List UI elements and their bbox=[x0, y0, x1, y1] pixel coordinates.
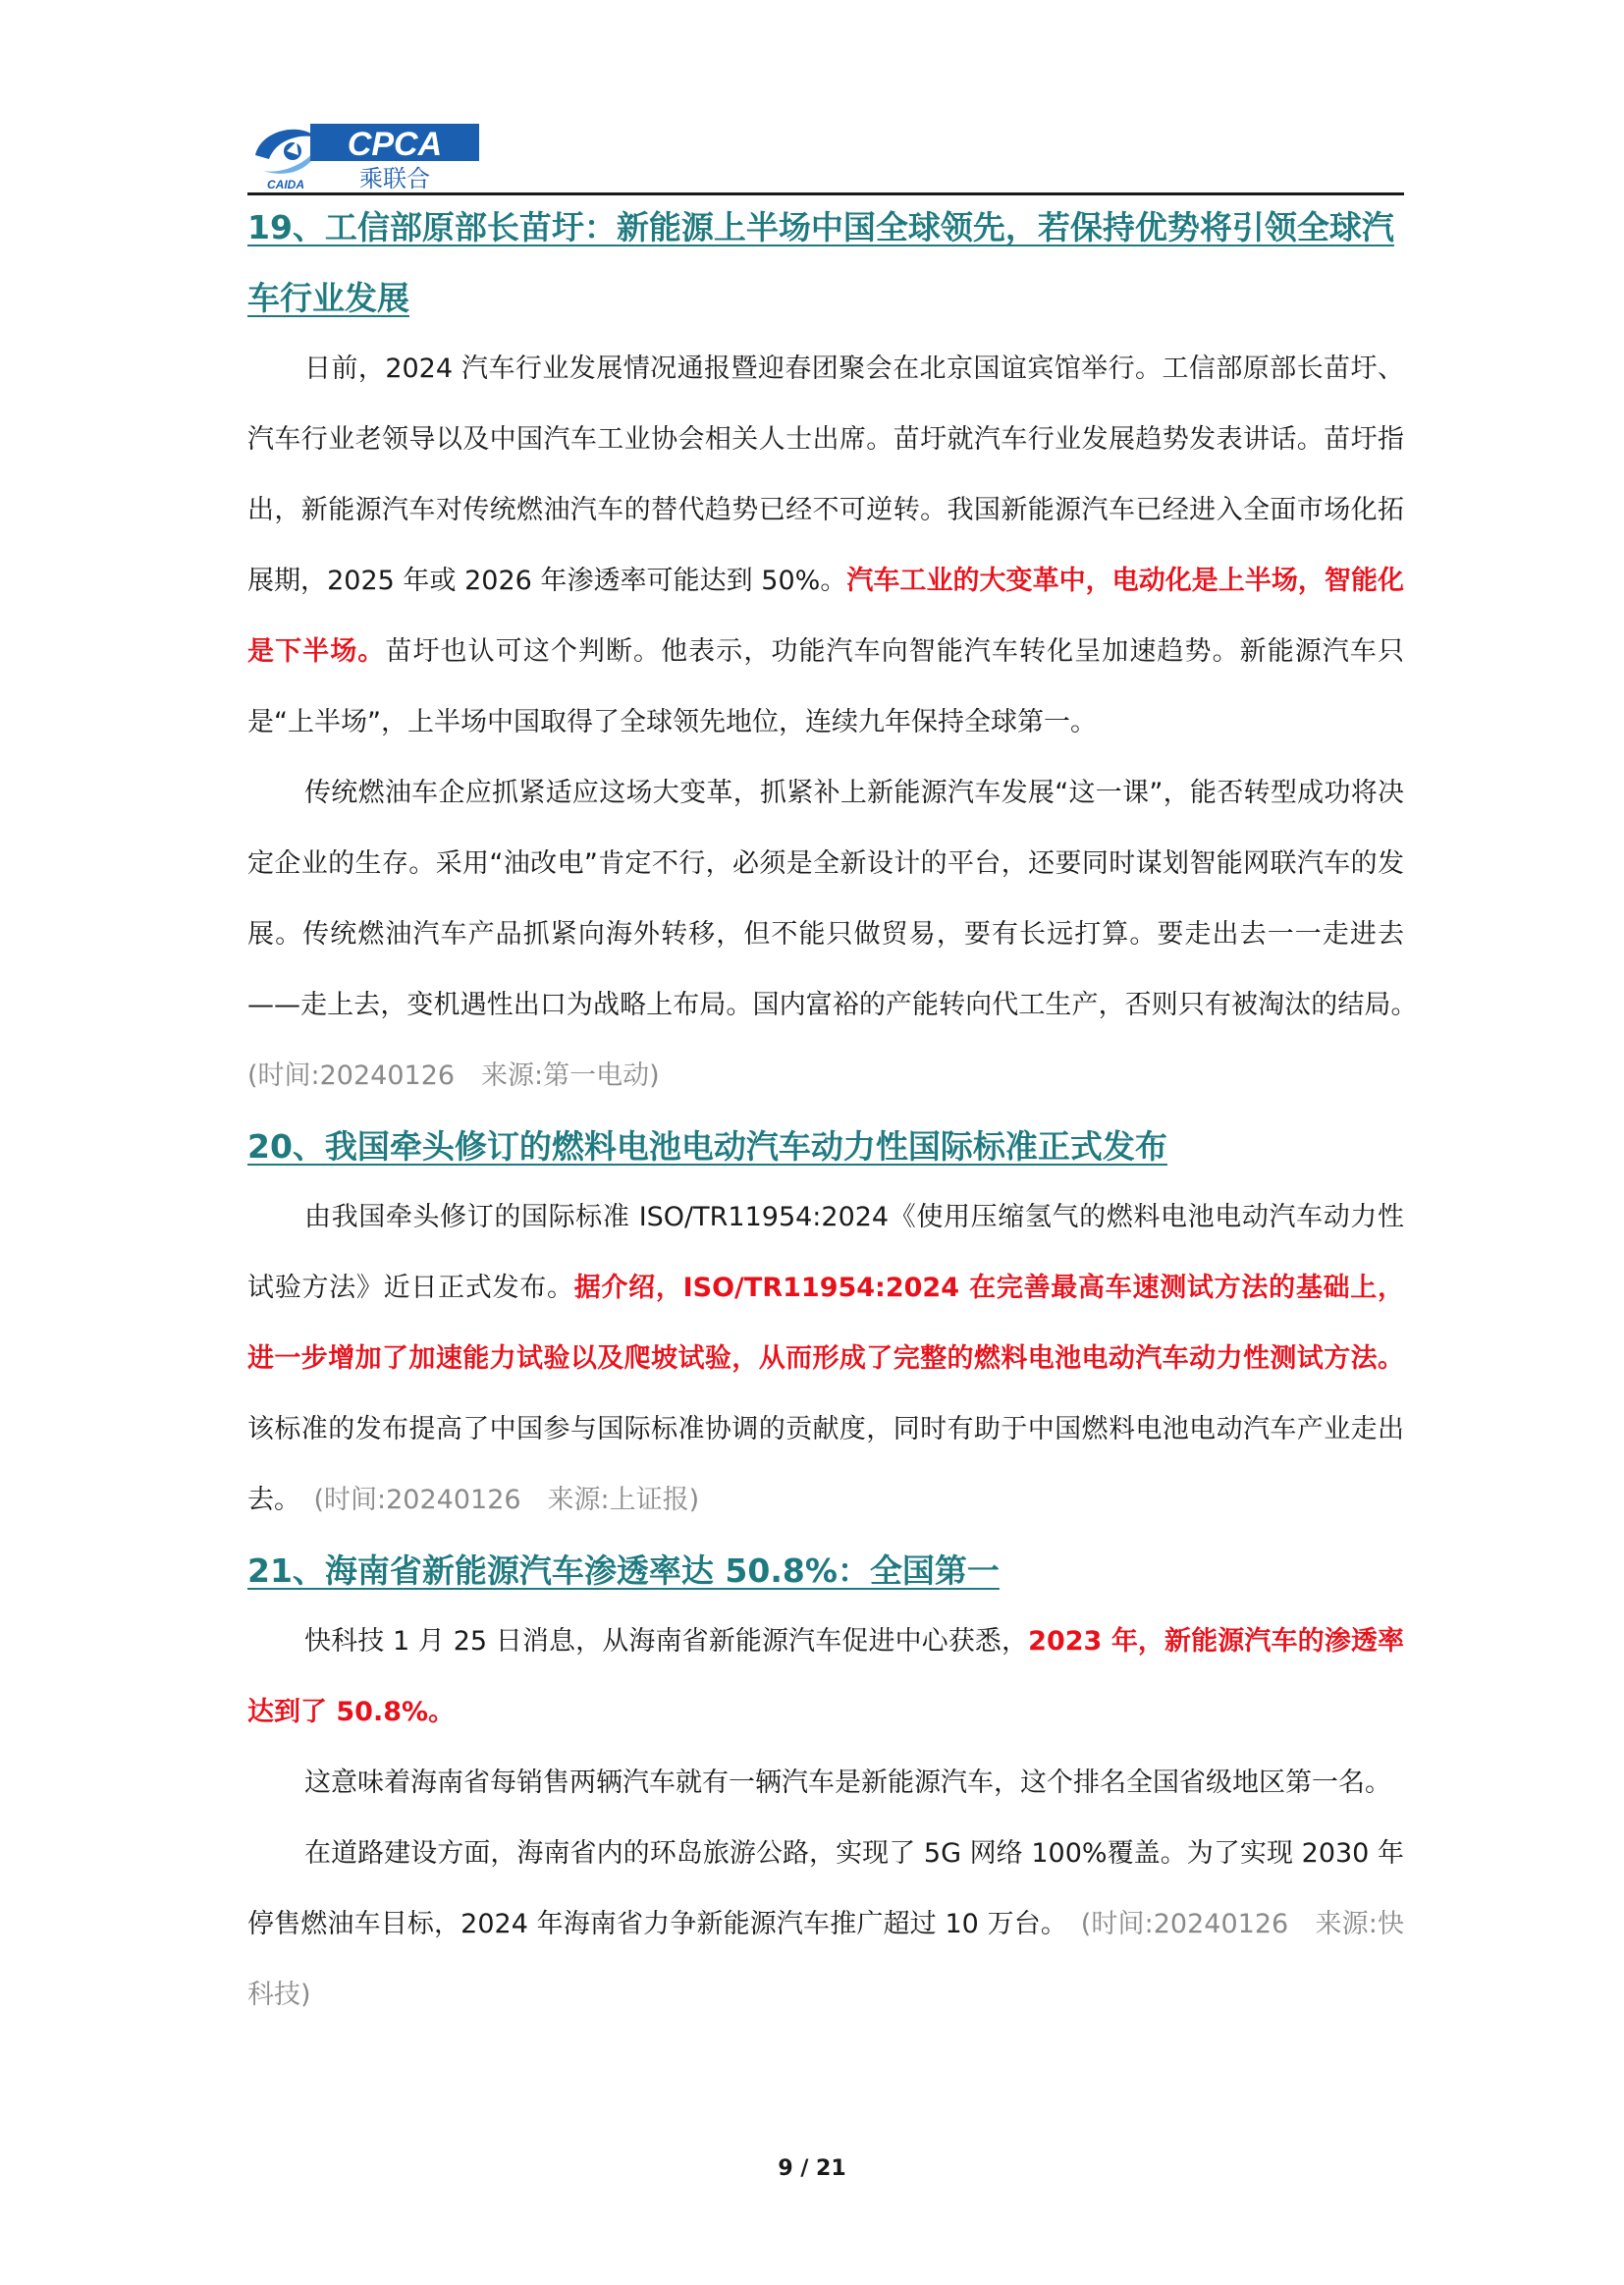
source-note: (时间:20240126 来源:第一电动) bbox=[247, 1061, 660, 1091]
article-19 bbox=[247, 192, 1404, 1112]
paragraph-text: 苗圩也认可这个判断。他表示，功能汽车向智能汽车转化呈加速趋势。新能源汽车只是“上半场”，上半场中国取得了全球领先地位，连续九年保持全球第一。 bbox=[247, 636, 1405, 737]
logo-mark-text: CAIDA bbox=[267, 178, 304, 191]
highlighted-text: 汽车工业的大变革中，电动化是上半场，智能化是下半场。 bbox=[247, 566, 1404, 667]
source-note: (时间:20240126 来源:快科技) bbox=[247, 1909, 1405, 2010]
article-paragraph bbox=[247, 334, 1404, 758]
highlighted-text: 据介绍，ISO/TR11954:2024 在完善最高车速测试方法的基础上，进一步增加了加速能力试验以及爬坡试验，从而形成了完整的燃料电池电动汽车动力性测试方法。 bbox=[247, 1273, 1404, 1374]
highlighted-text: 2023 年，新能源汽车的渗透率达到了 50.8%。 bbox=[247, 1626, 1404, 1727]
article-paragraph bbox=[247, 1819, 1404, 2031]
article-21 bbox=[247, 1536, 1404, 2031]
source-note: (时间:20240126 来源:上证报) bbox=[313, 1485, 700, 1515]
page-header bbox=[247, 116, 1404, 194]
page-number: 9 / 21 bbox=[778, 2156, 846, 2181]
logo-text: CPCA bbox=[347, 126, 443, 163]
paragraph-text: 日前，2024 汽车行业发展情况通报暨迎春团聚会在北京国谊宾馆举行。工信部原部长苗圩、汽车行业老领导以及中国汽车工业协会相关人士出席。苗圩就汽车行业发展趋势发表讲话。苗圩指出，新能源汽车对传统燃油汽车的替代趋势已经不可逆转。我国新能源汽车已经进入全面市场化拓展期，2025 年或 2026 年渗透率可能达到 50%。 bbox=[247, 354, 1404, 596]
paragraph-text: 快科技 1 月 25 日消息，从海南省新能源汽车促进中心获悉， bbox=[304, 1626, 1029, 1657]
article-heading: 20、我国牵头修订的燃料电池电动汽车动力性国际标准正式发布 bbox=[247, 1127, 1167, 1166]
article-paragraph bbox=[247, 758, 1404, 1112]
article-paragraph bbox=[247, 1748, 1404, 1819]
paragraph-text: 由我国牵头修订的国际标准 ISO/TR11954:2024《使用压缩氢气的燃料电池电动汽车动力性试验方法》近日正式发布。 bbox=[247, 1202, 1404, 1303]
article-paragraph bbox=[247, 1182, 1404, 1536]
paragraph-text: 该标准的发布提高了中国参与国际标准协调的贡献度，同时有助于中国燃料电池电动汽车产业走出去。 bbox=[247, 1414, 1404, 1515]
logo-subtext: 乘联合 bbox=[359, 165, 430, 192]
article-20 bbox=[247, 1112, 1404, 1536]
paragraph-text: 在道路建设方面，海南省内的环岛旅游公路，实现了 5G 网络 100%覆盖。为了实现 2030 年停售燃油车目标，2024 年海南省力争新能源汽车推广超过 10 万台。 bbox=[247, 1838, 1404, 1939]
cpca-logo bbox=[247, 116, 483, 192]
article-paragraph bbox=[247, 1606, 1404, 1748]
article-heading: 21、海南省新能源汽车渗透率达 50.8%：全国第一 bbox=[247, 1551, 1000, 1590]
paragraph-text: 传统燃油车企应抓紧适应这场大变革，抓紧补上新能源汽车发展“这一课”，能否转型成功将决定企业的生存。采用“油改电”肯定不行，必须是全新设计的平台，还要同时谋划智能网联汽车的发展。传统燃油汽车产品抓紧向海外转移，但不能只做贸易，要有长远打算。要走出去一一走进去——走上去，变机遇性出口为战略上布局。国内富裕的产能转向代工生产，否则只有被淘汰的结局。 bbox=[247, 778, 1404, 1020]
article-body bbox=[247, 192, 1404, 2031]
article-heading: 19、工信部原部长苗圩：新能源上半场中国全球领先，若保持优势将引领全球汽车行业发展 bbox=[247, 208, 1394, 317]
paragraph-text: 这意味着海南省每销售两辆汽车就有一辆汽车是新能源汽车，这个排名全国省级地区第一名。 bbox=[304, 1768, 1391, 1798]
